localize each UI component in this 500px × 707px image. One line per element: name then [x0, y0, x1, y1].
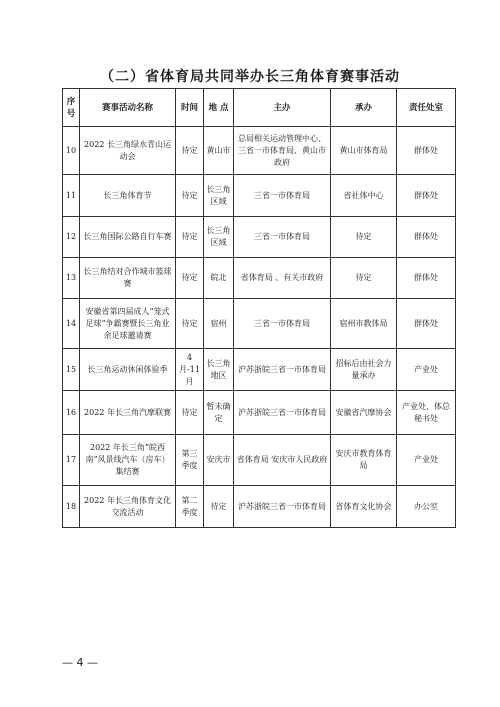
- row-number: 15: [63, 349, 80, 391]
- event-host: 沪苏浙皖三省一市体育局: [234, 391, 331, 435]
- row-number: 17: [63, 435, 80, 486]
- event-organizer: 安庆市教育体育局: [331, 435, 397, 486]
- header-cell: 主办: [234, 89, 331, 127]
- event-name: 长三角运动休闲体验季: [80, 349, 176, 391]
- event-host: 三省一市体育局: [234, 299, 331, 349]
- table-row: [63, 217, 456, 258]
- table-row: [63, 258, 456, 299]
- event-time: 待定: [176, 217, 204, 258]
- table-row: [63, 349, 456, 391]
- event-time: 待定: [176, 391, 204, 435]
- event-dept: 群体处: [397, 127, 456, 175]
- event-name: 2022 长三角绿水青山运动会: [80, 127, 176, 175]
- event-time: 待定: [176, 127, 204, 175]
- table-header-row: [63, 89, 456, 127]
- event-host: 省体育局 安庆市人民政府: [234, 435, 331, 486]
- event-place: 皖北: [204, 258, 234, 299]
- events-table: [62, 88, 456, 528]
- event-host: 省体育局 、有关市政府: [234, 258, 331, 299]
- table-row: [63, 175, 456, 217]
- row-number: 13: [63, 258, 80, 299]
- event-name: 长三角结对合作城市篮球赛: [80, 258, 176, 299]
- event-name: 长三角体育节: [80, 175, 176, 217]
- event-organizer: 宿州市教体局: [331, 299, 397, 349]
- event-place: 宿州: [204, 299, 234, 349]
- event-place: 长三角区域: [204, 217, 234, 258]
- table-row: [63, 391, 456, 435]
- event-dept: 群体处: [397, 175, 456, 217]
- event-time: 待定: [176, 299, 204, 349]
- event-organizer: 待定: [331, 258, 397, 299]
- header-cell: 责任处室: [397, 89, 456, 127]
- event-place: 安庆市: [204, 435, 234, 486]
- header-cell: 赛事活动名称: [80, 89, 176, 127]
- event-dept: 产业处、体总秘书处: [397, 391, 456, 435]
- event-organizer: 省体育文化协会: [331, 486, 397, 528]
- header-cell: 地 点: [204, 89, 234, 127]
- event-time: 第三季度: [176, 435, 204, 486]
- header-cell: 序号: [63, 89, 80, 127]
- event-organizer: 安徽省汽摩协会: [331, 391, 397, 435]
- row-number: 11: [63, 175, 80, 217]
- event-dept: 产业处: [397, 349, 456, 391]
- event-dept: 产业处: [397, 435, 456, 486]
- row-number: 10: [63, 127, 80, 175]
- event-name: 长三角国际公路自行车赛: [80, 217, 176, 258]
- event-name: 2022 年长三角体育文化交流活动: [80, 486, 176, 528]
- event-organizer: 待定: [331, 217, 397, 258]
- event-organizer: 省社体中心: [331, 175, 397, 217]
- event-time: 待定: [176, 258, 204, 299]
- header-cell: 承办: [331, 89, 397, 127]
- event-place: 黄山市: [204, 127, 234, 175]
- event-name: 2022 年长三角“皖西南”风景线汽车（房车）集结赛: [80, 435, 176, 486]
- table-row: [63, 299, 456, 349]
- table-row: [63, 127, 456, 175]
- event-host: 总局相关运动管理中心、三省一市体育局、黄山市政府: [234, 127, 331, 175]
- event-dept: 办公室: [397, 486, 456, 528]
- event-host: 三省一市体育局: [234, 217, 331, 258]
- row-number: 12: [63, 217, 80, 258]
- table-row: [63, 435, 456, 486]
- page-number: — 4 —: [62, 656, 98, 669]
- table-row: [63, 486, 456, 528]
- event-dept: 群体处: [397, 258, 456, 299]
- event-organizer: 招标后由社会力量承办: [331, 349, 397, 391]
- row-number: 18: [63, 486, 80, 528]
- event-host: 沪苏浙皖三省一市体育局: [234, 349, 331, 391]
- row-number: 14: [63, 299, 80, 349]
- event-host: 沪苏浙皖三省一市体育局: [234, 486, 331, 528]
- event-time: 待定: [176, 175, 204, 217]
- event-dept: 群体处: [397, 217, 456, 258]
- event-time: 第二季度: [176, 486, 204, 528]
- section-title: （二）省体育局共同举办长三角体育赛事活动: [100, 69, 400, 85]
- event-place: 长三角地区: [204, 349, 234, 391]
- event-dept: 群体处: [397, 299, 456, 349]
- event-time: 4 月-11 月: [176, 349, 204, 391]
- event-host: 三省一市体育局: [234, 175, 331, 217]
- event-name: 2022 年长三角汽摩联赛: [80, 391, 176, 435]
- event-organizer: 黄山市体育局: [331, 127, 397, 175]
- event-place: 长三角区域: [204, 175, 234, 217]
- header-cell: 时间: [176, 89, 204, 127]
- event-place: 待定: [204, 486, 234, 528]
- event-place: 暂未确定: [204, 391, 234, 435]
- row-number: 16: [63, 391, 80, 435]
- event-name: 安徽省第四届成人“笼式足球”争霸赛暨长三角业余足球邀请赛: [80, 299, 176, 349]
